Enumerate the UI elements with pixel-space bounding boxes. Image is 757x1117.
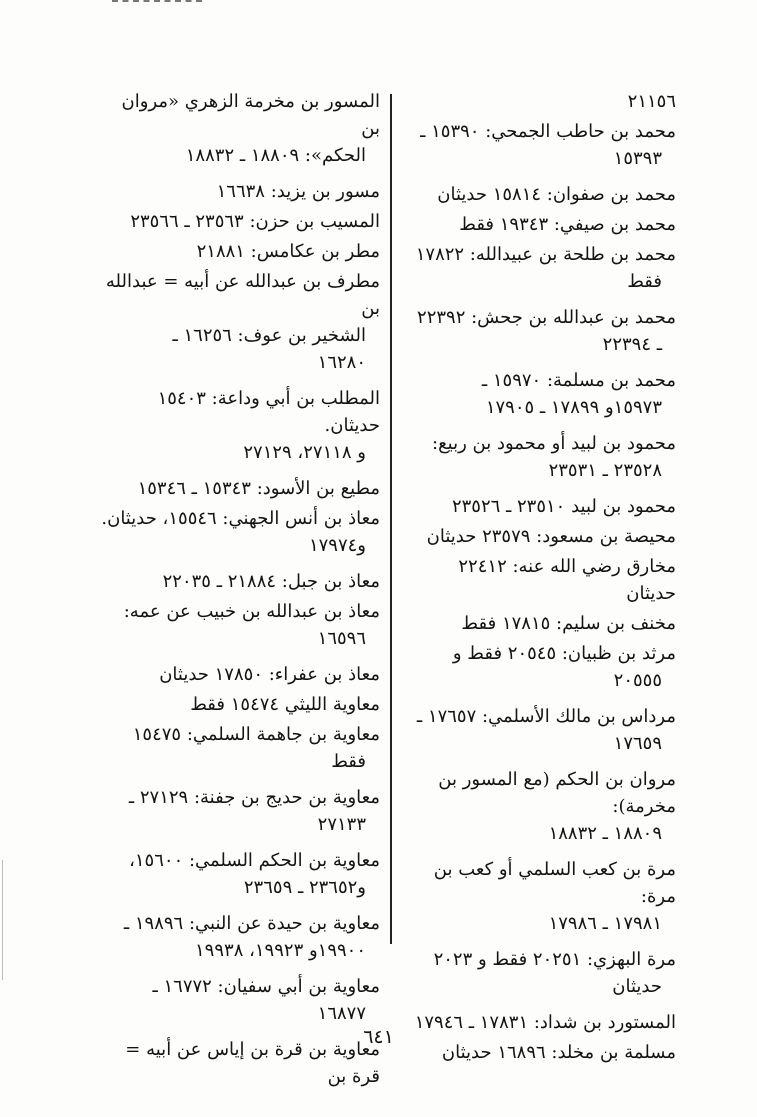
entry-continuation: ١٩٩٠٠و ١٩٩٢٣، ١٩٩٣٨ [195, 940, 366, 961]
index-entry [408, 553, 676, 607]
index-entry [408, 703, 676, 757]
entry-line: مرداس بن مالك الأسلمي: ١٧٦٥٧ ـ [416, 706, 676, 727]
entry-line: معاذ بن جبل: ٢١٨٨٤ ـ ٢٢٠٣٥ [162, 571, 380, 592]
index-entry [408, 241, 676, 295]
index-entry [100, 208, 380, 235]
entry-continuation: ١٥٩٧٣و ١٧٨٩٩ ـ ١٧٩٠٥ [485, 397, 662, 418]
entry-line: مرة البهزي: ٢٠٢٥١ فقط و ٢٠٢٣ [433, 949, 676, 970]
entry-line: مخارق رضي الله عنه: ٢٢٤١٢ حديثان [458, 556, 676, 604]
index-entry [408, 493, 676, 520]
entry-line: مطر بن عكامس: ٢١٨٨١ [196, 241, 380, 262]
entry-continuation: ٢٣٥٢٨ ـ ٢٣٥٣١ [548, 460, 662, 481]
entry-continuation: فقط [331, 751, 366, 772]
index-entry [100, 505, 380, 559]
index-entry [408, 610, 676, 637]
entry-continuation: و١٧٩٧٤ [308, 535, 366, 556]
entry-line: المطلب بن أبي وداعة: ١٥٤٠٣ حديثان. [157, 388, 380, 436]
index-entry [408, 523, 676, 550]
index-entry [100, 661, 380, 688]
entry-continuation: ١٧٩٨١ ـ ١٧٩٨٦ [548, 913, 662, 934]
entry-line: مسلمة بن مخلد: ١٦٨٩٦ حديثان [441, 1042, 676, 1063]
index-entry [100, 568, 380, 595]
entry-continuation: الحكم»: ١٨٨٠٩ ـ ١٨٨٣٢ [185, 145, 366, 166]
index-entry [100, 178, 380, 205]
index-entry [100, 238, 380, 265]
entry-line: محمد بن طلحة بن عبيدالله: ١٧٨٢٢ [415, 244, 676, 265]
entry-continuation: ١٦٨٧٧ [317, 1003, 366, 1024]
entry-line: المسور بن مخرمة الزهري «مروان بن [121, 91, 380, 139]
entry-continuation: ٢٧١٣٣ [317, 814, 366, 835]
entry-line: محيصة بن مسعود: ٢٣٥٧٩ حديثان [426, 526, 676, 547]
index-column-right [408, 88, 676, 1069]
entry-line: محمد بن عبدالله بن جحش: ٢٢٣٩٢ [417, 307, 676, 328]
entry-continuation: و٢٣٦٥٢ ـ ٢٣٦٥٩ [243, 877, 366, 898]
index-entry [408, 856, 676, 937]
entry-line: معاوية الليثي ١٥٤٧٤ فقط [190, 694, 380, 715]
index-entry [408, 118, 676, 172]
index-entry [100, 385, 380, 466]
entry-continuation: ١٥٣٩٣ [613, 148, 662, 169]
column-divider [390, 94, 392, 944]
entry-continuation: ١٦٢٨٠ [317, 352, 366, 373]
entry-line: مروان بن الحكم (مع المسور بن مخرمة): [438, 769, 676, 817]
entry-line: محمد بن صفوان: ١٥٨١٤ حديثان [437, 184, 676, 205]
index-entry [408, 430, 676, 484]
index-column-left [100, 88, 380, 1093]
index-entry [100, 475, 380, 502]
index-entry [100, 847, 380, 901]
index-entry [100, 784, 380, 838]
entry-continuation: و ٢٧١١٨، ٢٧١٢٩ [243, 442, 366, 463]
index-entry [100, 721, 380, 775]
entry-line: مطيع بن الأسود: ١٥٣٤٣ ـ ١٥٣٤٦ [137, 478, 380, 499]
entry-line: معاذ بن عفراء: ١٧٨٥٠ حديثان [159, 664, 380, 685]
index-entry [100, 88, 380, 169]
entry-line: المستورد بن شداد: ١٧٨٣١ ـ ١٧٩٤٦ [414, 1012, 676, 1033]
entry-line: معاوية بن حيدة عن النبي: ١٩٨٩٦ ـ [123, 913, 380, 934]
index-entry [408, 367, 676, 421]
index-entry [408, 181, 676, 208]
index-entry [408, 640, 676, 694]
entry-line: ٢١١٥٦ [627, 91, 676, 112]
index-entry [408, 88, 676, 115]
entry-continuation: ١٨٨٠٩ ـ ١٨٨٣٢ [548, 823, 662, 844]
entry-line: المسيب بن حزن: ٢٣٥٦٣ ـ ٢٣٥٦٦ [130, 211, 380, 232]
scan-edge-line [2, 860, 3, 980]
entry-line: معاذ بن أنس الجهني: ١٥٥٤٦، حديثان. [101, 508, 380, 529]
entry-line: معاذ بن عبدالله بن خبيب عن عمه: [123, 601, 380, 622]
entry-continuation: حديثان [612, 976, 662, 997]
index-entry [100, 691, 380, 718]
scan-edge-marks [112, 0, 202, 6]
index-entry [408, 211, 676, 238]
entry-line: معاوية بن قرة بن إياس عن أبيه = قرة بن [125, 1039, 380, 1087]
entry-line: مخنف بن سليم: ١٧٨١٥ فقط [461, 613, 676, 634]
entry-line: مرثد بن ظبيان: ٢٠٥٤٥ فقط و [452, 643, 676, 664]
index-entry [100, 598, 380, 652]
entry-line: معاوية بن الحكم السلمي: ١٥٦٠٠، [129, 850, 380, 871]
entry-line: مرة بن كعب السلمي أو كعب بن مرة: [433, 859, 676, 907]
entry-continuation: ١٧٦٥٩ [613, 733, 662, 754]
entry-line: معاوية بن جاهمة السلمي: ١٥٤٧٥ [132, 724, 380, 745]
entry-continuation: ١٦٥٩٦ [317, 628, 366, 649]
entry-line: محمود بن لبيد ٢٣٥١٠ ـ ٢٣٥٢٦ [451, 496, 676, 517]
index-entry [100, 268, 380, 376]
entry-line: محمود بن لبيد أو محمود بن ربيع: [432, 433, 676, 454]
entry-line: محمد بن حاطب الجمحي: ١٥٣٩٠ ـ [420, 121, 676, 142]
index-entry [408, 766, 676, 847]
index-entry [100, 973, 380, 1027]
entry-continuation: فقط [627, 271, 662, 292]
entry-line: معاوية بن أبي سفيان: ١٦٧٧٢ ـ [152, 976, 380, 997]
entry-line: محمد بن مسلمة: ١٥٩٧٠ ـ [481, 370, 676, 391]
entry-line: مطرف بن عبدالله عن أبيه = عبدالله بن [105, 271, 380, 319]
entry-line: معاوية بن حديج بن جفنة: ٢٧١٢٩ ـ [128, 787, 380, 808]
entry-continuation: ـ ٢٢٣٩٤ [602, 334, 662, 355]
entry-continuation: الشخير بن عوف: ١٦٢٥٦ ـ [172, 325, 366, 346]
page-number: ٦٤١ [363, 1026, 394, 1048]
entry-line: محمد بن صيفي: ١٩٣٤٣ فقط [459, 214, 676, 235]
index-entry [100, 910, 380, 964]
entry-continuation: ٢٠٥٥٥ [613, 670, 662, 691]
index-entry [408, 304, 676, 358]
index-entry [408, 946, 676, 1000]
entry-line: مسور بن يزيد: ١٦٦٣٨ [216, 181, 380, 202]
